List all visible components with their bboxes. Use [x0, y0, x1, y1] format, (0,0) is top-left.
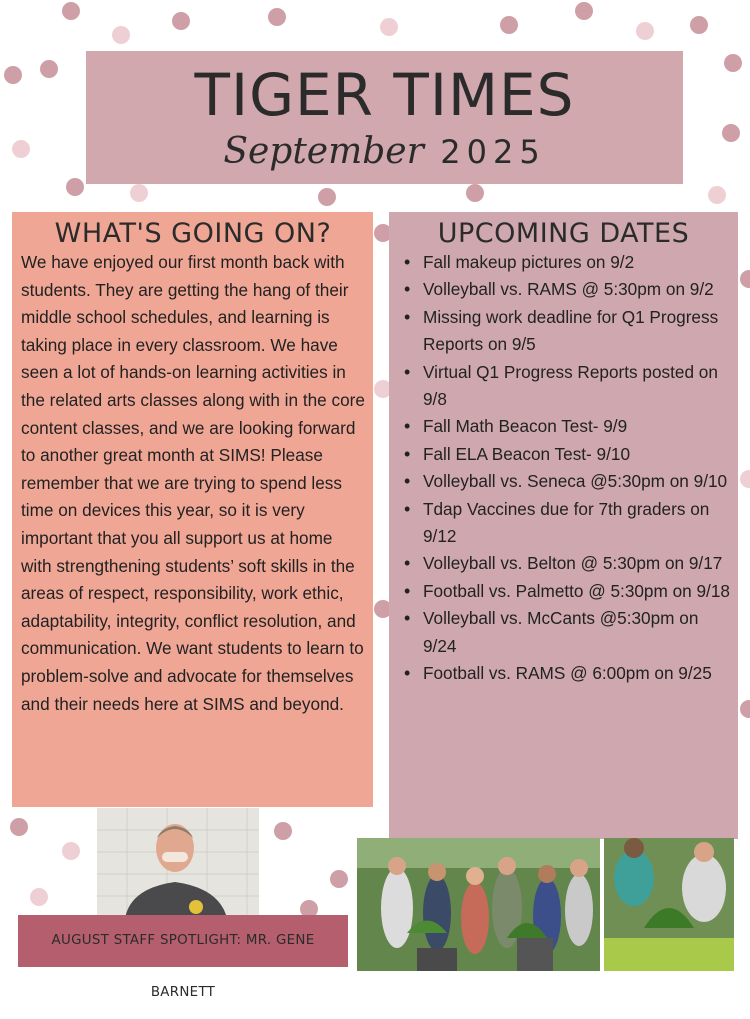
upcoming-dates-heading: UPCOMING DATES [437, 218, 690, 249]
date-item: • Volleyball vs. McCants @5:30pm on 9/24 [423, 605, 730, 660]
masthead [86, 51, 683, 184]
students-gardening-illustration [357, 838, 600, 971]
newsletter-title: TIGER TIMES [194, 61, 575, 129]
students-gardening-photo [357, 838, 600, 971]
upcoming-dates-section [389, 212, 738, 839]
issue-year: 2025 [440, 133, 546, 171]
date-item: • Volleyball vs. Seneca @5:30pm on 9/10 [423, 468, 730, 495]
students-planting-photo [604, 838, 734, 971]
date-item: • Fall Math Beacon Test- 9/9 [423, 413, 730, 440]
date-item: • Fall makeup pictures on 9/2 [423, 249, 730, 276]
staff-photo [97, 808, 259, 918]
students-planting-illustration [604, 838, 734, 971]
issue-date [86, 131, 683, 172]
staff-spotlight-caption: AUGUST STAFF SPOTLIGHT: MR. GENE BARNETT [18, 915, 348, 967]
date-item: • Missing work deadline for Q1 Progress Reports on 9/5 [423, 304, 730, 359]
upcoming-dates-list [397, 249, 730, 688]
whats-going-on-section [12, 212, 373, 807]
date-item: • Volleyball vs. RAMS @ 5:30pm on 9/2 [423, 276, 730, 303]
date-item: • Volleyball vs. Belton @ 5:30pm on 9/17 [423, 550, 730, 577]
whats-going-on-body: We have enjoyed our first month back with students. They are getting the hang of their middle school schedules, and learning is taking place in every classroom. We have seen a lot of hands-on learning activities in the related arts classes along with in the core content classes, and we are looking forward to another great month at SIMS! Please remember that we are trying to spend less time on devices this year, so it is very important that you all support us at home with strengthening students’ soft skills in the areas of respect, responsibility, work ethic, adaptability, integrity, conflict resolution, and communication. We want students to learn to problem-solve and advocate for themselves and their needs here at SIMS and beyond. [21, 252, 365, 714]
date-item: • Football vs. RAMS @ 6:00pm on 9/25 [423, 660, 730, 687]
date-item: • Virtual Q1 Progress Reports posted on 9/8 [423, 359, 730, 414]
date-item: • Tdap Vaccines due for 7th graders on 9/12 [423, 496, 730, 551]
date-item: • Fall ELA Beacon Test- 9/10 [423, 441, 730, 468]
staff-photo-illustration [97, 808, 259, 918]
issue-month: September [223, 131, 424, 172]
date-item: • Football vs. Palmetto @ 5:30pm on 9/18 [423, 578, 730, 605]
whats-going-on-heading: WHAT'S GOING ON? [54, 218, 332, 249]
